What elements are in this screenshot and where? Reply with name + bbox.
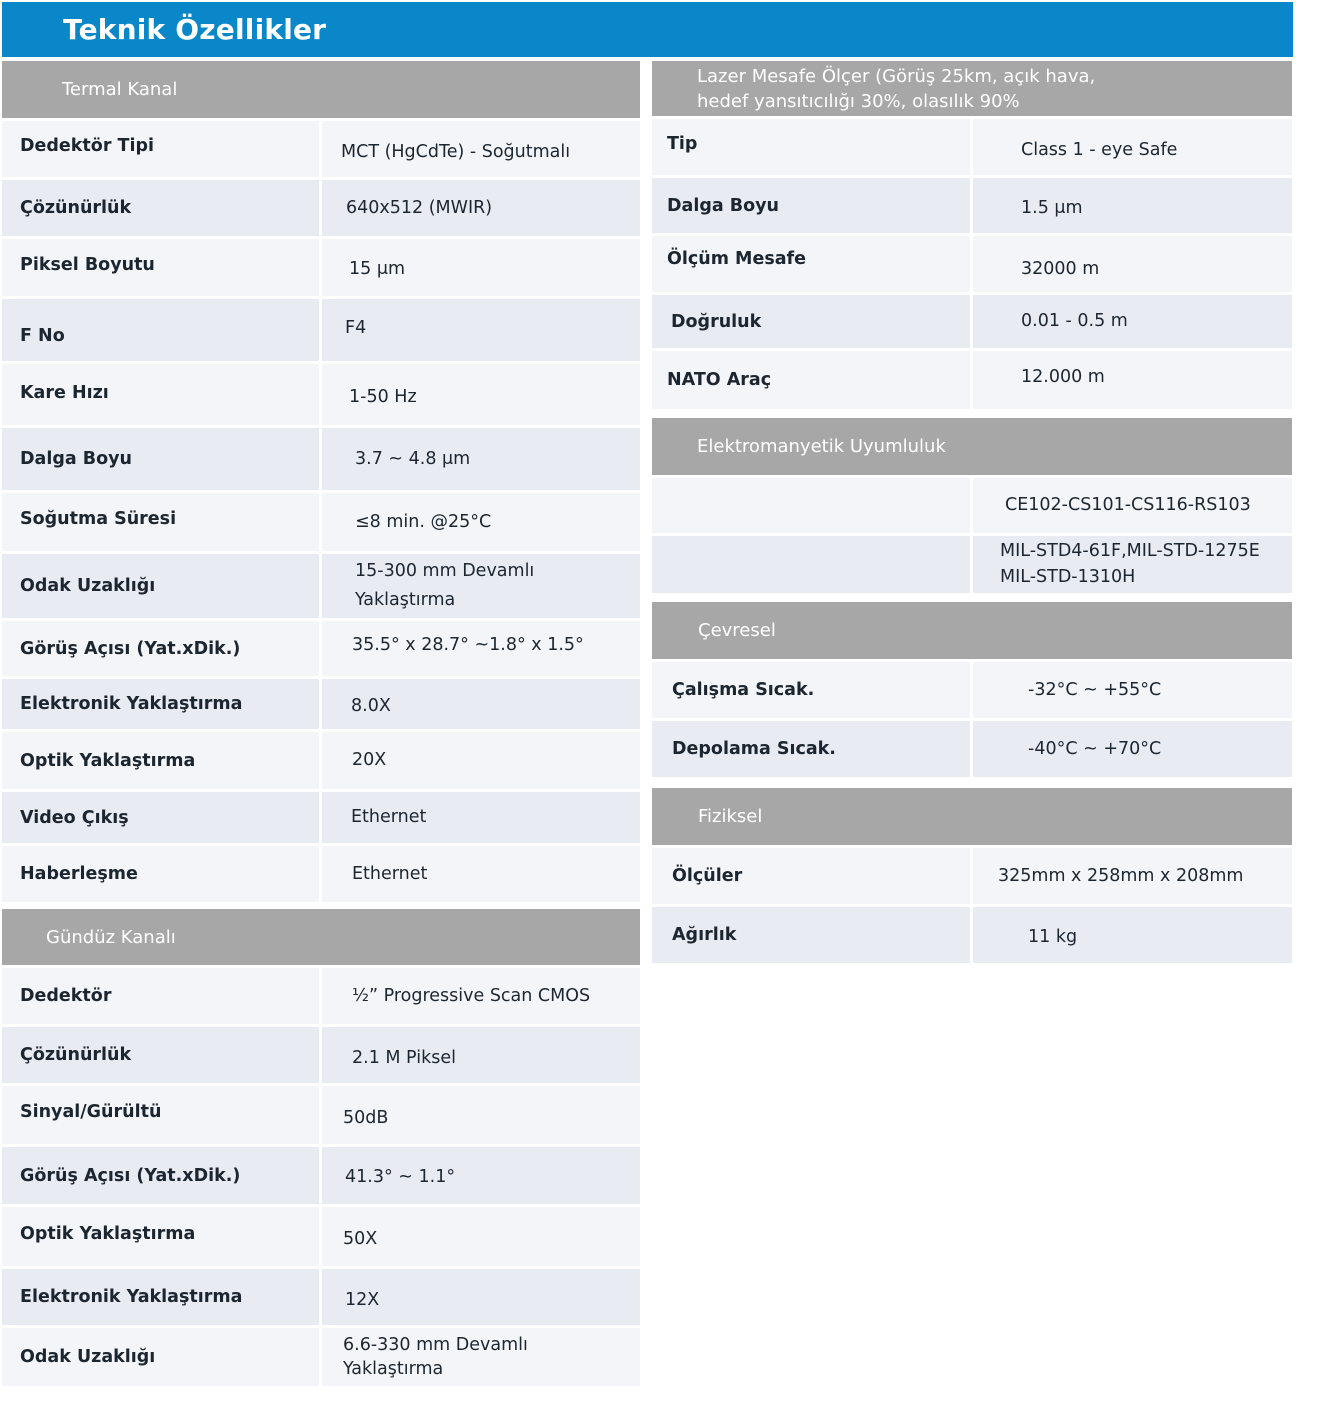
section-heading-line: hedef yansıtıcılığı 30%, olasılık 90% — [697, 91, 1020, 112]
spec-value: MCT (HgCdTe) - Soğutmalı — [322, 121, 640, 177]
environmental-section — [652, 602, 1292, 777]
spec-label: Elektronik Yaklaştırma — [2, 1269, 319, 1325]
section-heading: Elektromanyetik Uyumluluk — [652, 418, 1292, 475]
spec-value: Class 1 - eye Safe — [973, 119, 1292, 175]
spec-label — [652, 478, 970, 533]
spec-value: 50dB — [322, 1086, 640, 1144]
right-column — [652, 61, 1292, 966]
spec-value: 35.5° x 28.7° ~1.8° x 1.5° — [322, 621, 640, 676]
spec-label: Görüş Açısı (Yat.xDik.) — [2, 1147, 319, 1204]
table-row — [2, 968, 640, 1024]
spec-label: Tip — [652, 119, 970, 175]
table-row — [652, 236, 1292, 292]
section-heading-line: Lazer Mesafe Ölçer (Görüş 25km, açık hava, — [697, 66, 1096, 87]
spec-value-line: MIL-STD-1310H — [1000, 567, 1136, 587]
table-row — [652, 907, 1292, 963]
spec-value-line: MIL-STD4-61F,MIL-STD-1275E — [1000, 541, 1260, 561]
spec-value: 2.1 M Piksel — [322, 1027, 640, 1083]
spec-value: 32000 m — [973, 236, 1292, 292]
table-row — [652, 478, 1292, 533]
spec-label: Ölçüler — [652, 848, 970, 904]
spec-label: Görüş Açısı (Yat.xDik.) — [2, 621, 319, 676]
spec-label: Çözünürlük — [2, 180, 319, 236]
table-row — [652, 536, 1292, 593]
spec-value: 3.7 ~ 4.8 μm — [322, 428, 640, 490]
spec-value: 12.000 m — [973, 351, 1292, 409]
spec-value: 0.01 - 0.5 m — [973, 295, 1292, 348]
table-row — [2, 1147, 640, 1204]
physical-section — [652, 788, 1292, 963]
spec-value: 8.0X — [322, 679, 640, 729]
spec-label: Odak Uzaklığı — [2, 1328, 319, 1386]
spec-label: Kare Hızı — [2, 364, 319, 425]
table-row — [2, 792, 640, 843]
spec-label: Odak Uzaklığı — [2, 554, 319, 618]
spec-value: 11 kg — [973, 907, 1292, 963]
spec-label: Dedektör — [2, 968, 319, 1024]
table-row — [652, 721, 1292, 777]
table-row — [652, 295, 1292, 348]
spec-label: Piksel Boyutu — [2, 239, 319, 296]
table-row — [2, 299, 640, 361]
spec-value: -32°C ~ +55°C — [973, 662, 1292, 718]
table-row — [2, 428, 640, 490]
spec-value: 640x512 (MWIR) — [322, 180, 640, 236]
spec-label: Doğruluk — [652, 295, 970, 348]
page-title: Teknik Özellikler — [2, 2, 1293, 57]
spec-value: CE102-CS101-CS116-RS103 — [973, 478, 1292, 533]
spec-value: 1-50 Hz — [322, 364, 640, 425]
section-heading: Fiziksel — [652, 788, 1292, 845]
table-row — [2, 1328, 640, 1386]
spec-label: Optik Yaklaştırma — [2, 1207, 319, 1266]
table-row — [2, 732, 640, 789]
spec-value: 1.5 μm — [973, 178, 1292, 233]
table-row — [652, 351, 1292, 409]
spec-label: Ağırlık — [652, 907, 970, 963]
spec-label: Soğutma Süresi — [2, 493, 319, 551]
section-heading — [652, 61, 1292, 116]
thermal-channel-section — [2, 61, 640, 902]
spec-label: Elektronik Yaklaştırma — [2, 679, 319, 729]
spec-label: Dalga Boyu — [2, 428, 319, 490]
spec-value: 50X — [322, 1207, 640, 1266]
spec-value: 15-300 mm Devamlı Yaklaştırma — [322, 554, 640, 618]
spec-value — [973, 536, 1292, 593]
section-heading: Termal Kanal — [2, 61, 640, 118]
table-row — [652, 119, 1292, 175]
spec-value: ≤8 min. @25°C — [322, 493, 640, 551]
table-row — [652, 662, 1292, 718]
spec-label: Çalışma Sıcak. — [652, 662, 970, 718]
spec-value: F4 — [322, 299, 640, 361]
spec-label: Haberleşme — [2, 846, 319, 902]
table-row — [2, 493, 640, 551]
spec-value: ½” Progressive Scan CMOS — [322, 968, 640, 1024]
spec-label: NATO Araç — [652, 351, 970, 409]
spec-label: Ölçüm Mesafe — [652, 236, 970, 292]
spec-value: 15 μm — [322, 239, 640, 296]
spec-value: 12X — [322, 1269, 640, 1325]
table-row — [2, 239, 640, 296]
spec-label: Depolama Sıcak. — [652, 721, 970, 777]
spec-label: Video Çıkış — [2, 792, 319, 843]
spec-value: Ethernet — [322, 792, 640, 843]
table-row — [2, 364, 640, 425]
table-row — [2, 121, 640, 177]
table-row — [2, 621, 640, 676]
spec-value: 325mm x 258mm x 208mm — [973, 848, 1292, 904]
table-row — [2, 180, 640, 236]
spec-value: 41.3° ~ 1.1° — [322, 1147, 640, 1204]
table-row — [2, 679, 640, 729]
section-heading: Çevresel — [652, 602, 1292, 659]
section-heading: Gündüz Kanalı — [2, 909, 640, 965]
spec-label — [652, 536, 970, 593]
table-row — [652, 848, 1292, 904]
laser-rangefinder-section — [652, 61, 1292, 409]
table-row — [2, 554, 640, 618]
spec-value: 6.6-330 mm Devamlı Yaklaştırma — [322, 1328, 640, 1386]
spec-value: Ethernet — [322, 846, 640, 902]
spec-label: Dedektör Tipi — [2, 121, 319, 177]
spec-label: Optik Yaklaştırma — [2, 732, 319, 789]
table-row — [2, 846, 640, 902]
day-channel-section — [2, 909, 640, 1386]
table-row — [2, 1086, 640, 1144]
table-row — [2, 1207, 640, 1266]
spec-label: F No — [2, 299, 319, 361]
spec-value: -40°C ~ +70°C — [973, 721, 1292, 777]
emc-section — [652, 418, 1292, 593]
spec-value: 20X — [322, 732, 640, 789]
table-row — [2, 1027, 640, 1083]
left-column — [2, 61, 640, 1389]
table-row — [2, 1269, 640, 1325]
table-row — [652, 178, 1292, 233]
spec-label: Çözünürlük — [2, 1027, 319, 1083]
spec-label: Dalga Boyu — [652, 178, 970, 233]
spec-label: Sinyal/Gürültü — [2, 1086, 319, 1144]
